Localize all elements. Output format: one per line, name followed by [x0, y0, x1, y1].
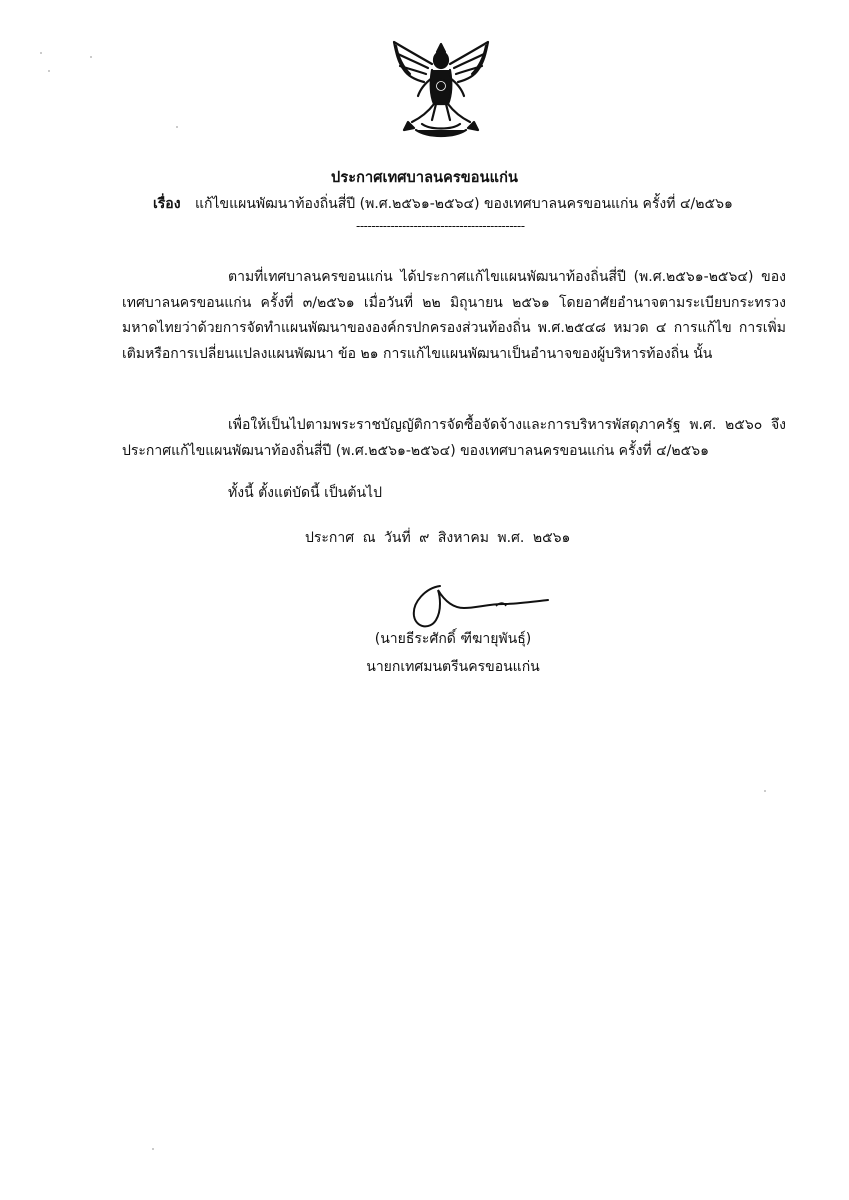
title-separator: -------------------------------------------- [356, 219, 525, 233]
speck [48, 70, 50, 72]
speck [90, 56, 92, 58]
speck [40, 52, 42, 54]
paragraph-2-text: เพื่อให้เป็นไปตามพระราชบัญญัติการจัดซื้อจัดจ้างและการบริหารพัสดุภาครัฐ พ.ศ. ๒๕๖๐ จึงประกาศแก้ไขแผนพัฒนาท้องถิ่นสี่ปี (พ.ศ.๒๕๖๑-๒๕๖๔) ของเทศบาลนครขอนแก่น ครั้งที่ ๔/๒๕๖๑ [122, 417, 786, 459]
signer-name: (นายธีระศักดิ์ ฑีฆายุพันธุ์) [374, 631, 532, 647]
garuda-emblem-icon [388, 38, 494, 142]
announcement-date: ประกาศ ณ วันที่ ๙ สิงหาคม พ.ศ. ๒๕๖๑ [305, 530, 571, 546]
signer-position: นายกเทศมนตรีนครขอนแก่น [366, 659, 540, 675]
body-paragraph-2 [122, 413, 786, 464]
speck [764, 790, 766, 792]
subject-line [153, 193, 733, 215]
subject-label: เรื่อง [153, 196, 181, 212]
speck [152, 1148, 154, 1150]
subject-text: แก้ไขแผนพัฒนาท้องถิ่นสี่ปี (พ.ศ.๒๕๖๑-๒๕๖๔) ของเทศบาลนครขอนแก่น ครั้งที่ ๔/๒๕๖๑ [195, 196, 733, 212]
speck [176, 126, 178, 128]
paragraph-1-text: ตามที่เทศบาลนครขอนแก่น ได้ประกาศแก้ไขแผนพัฒนาท้องถิ่นสี่ปี (พ.ศ.๒๕๖๑-๒๕๖๔) ของเทศบาลนครขอนแก่น ครั้งที่ ๓/๒๕๖๑ เมื่อวันที่ ๒๒ มิถุนายน ๒๕๖๑ โดยอาศัยอำนาจตามระเบียบกระทรวงมหาดไทยว่าด้วยการจัดทำแผนพัฒนาขององค์กรปกครองส่วนท้องถิ่น พ.ศ.๒๕๔๘ หมวด ๔ การแก้ไข การเพิ่มเติมหรือการเปลี่ยนแปลงแผนพัฒนา ข้อ ๒๑ การแก้ไขแผนพัฒนาเป็นอำนาจของผู้บริหารท้องถิ่น นั้น [122, 269, 786, 362]
effective-date-statement: ทั้งนี้ ตั้งแต่บัดนี้ เป็นต้นไป [228, 485, 382, 501]
announcement-title: ประกาศเทศบาลนครขอนแก่น [331, 170, 518, 186]
body-paragraph-1 [122, 265, 786, 367]
